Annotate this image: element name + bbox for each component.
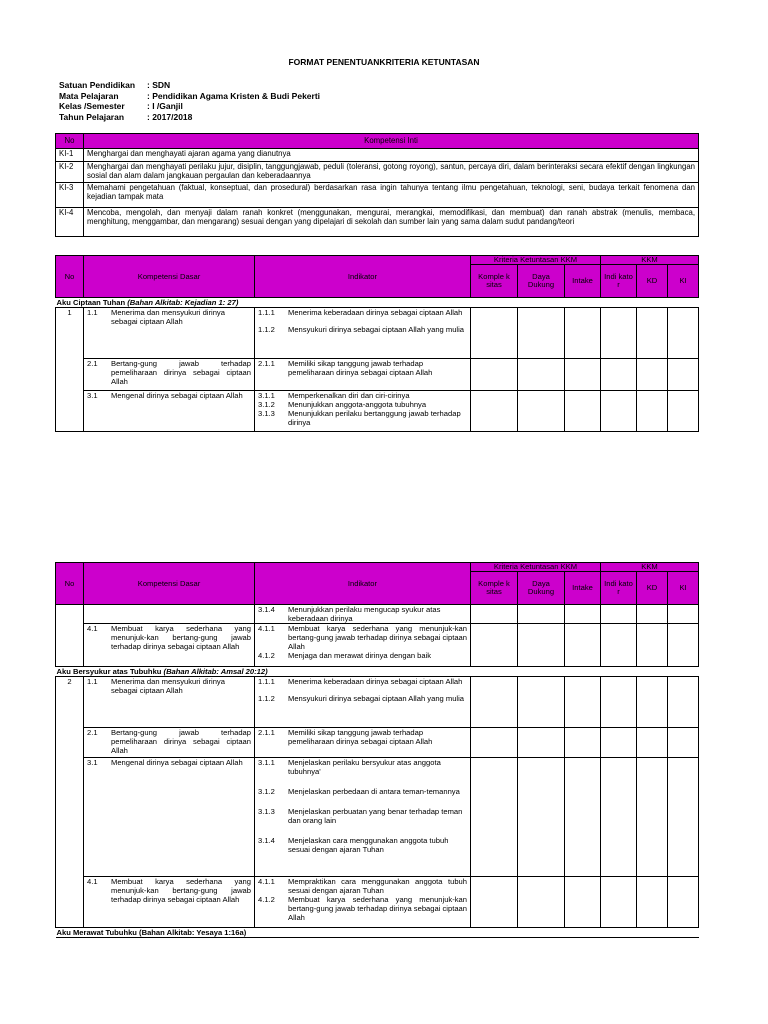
header-kkm: KKM [601,256,699,265]
indikator-number: 2.1.1 [258,728,275,737]
indikator-text: Menjelaskan perilaku bersyukur atas anggota tubuhnya' [288,758,441,776]
indikator-text: Mensyukuri dirinya sebagai ciptaan Allah yang mulia [288,325,465,334]
ki-text: Mencoba, mengolah, dan menyaji dalam ranah konkret (menggunakan, mengurai, merangkai, memodifikasi, dan membuat) dan ranah abstrak (menulis, membaca, menghitung, menggambar, dan mengarang) sesuai dengan yang dipelajari di sekolah dan sumber lain yang sama dalam sudut pandang/teori [84,208,699,237]
table-row [56,183,699,208]
meta-row [59,112,320,123]
indikator-number: 3.1.1 [258,758,275,767]
table-row [56,391,699,432]
header-kompleksitas: Komple k sitas [471,572,518,605]
ki-no: KI-3 [56,183,84,208]
meta-row [59,101,320,112]
kd-number: 1.1 [87,308,98,317]
indikator-text: Menerima keberadaan dirinya sebagai ciptaan Allah [288,677,463,686]
header-indikator-short: Indi kato r [601,572,637,605]
section-label: Aku Ciptaan Tuhan [56,298,128,307]
header-kriteria-ketuntasan: Kriteria Ketuntasan KKM [471,563,601,572]
kd-cell [84,391,255,432]
meta-label: Satuan Pendidikan [59,80,136,90]
indikator-number: 3.1.2 [258,787,275,796]
table-row [56,149,699,162]
section-title [56,667,699,677]
kd-cell [84,677,255,728]
indikator-text: Menjelaskan perbedaan di antara teman-temannya [288,787,460,796]
indikator-text: Menjelaskan perbuatan yang benar terhadap teman dan orang lain [288,807,463,825]
header-indikator: Indikator [255,563,471,605]
kd-text: Menerima dan mensyukuri dirinya sebagai ciptaan Allah [111,677,225,695]
section-row [56,667,699,677]
meta-label: Mata Pelajaran [59,90,119,101]
header-indikator: Indikator [255,256,471,298]
header-daya-dukung: Daya Dukung [518,265,565,298]
indikator-cell [255,605,471,624]
kd-number: 3.1 [87,391,98,400]
kompetensi-dasar-table [55,255,699,432]
indikator-text: Mempraktikan cara menggunakan anggota tubuh sesuai dengan ajaran Tuhan [288,877,467,895]
ki-no: KI-4 [56,208,84,237]
kd-number: 4.1 [87,624,98,633]
indikator-text: Menjaga dan merawat dirinya dengan baik [288,651,432,660]
indikator-text: Memperkenalkan diri dan ciri-cirinya [288,391,410,400]
kd-number: 2.1 [87,359,98,368]
indikator-number: 1.1.2 [258,694,275,703]
kd-text: Bertang-gung jawab terhadap pemeliharaan dirinya sebagai ciptaan Allah [111,359,251,386]
indikator-number: 3.1.1 [258,391,275,400]
kd-cell [84,359,255,391]
kd-cell [84,308,255,359]
meta-value: : Pendidikan Agama Kristen & Budi Pekerti [147,90,321,101]
header-kompetensi-dasar: Kompetensi Dasar [84,256,255,298]
kd-text: Mengenal dirinya sebagai ciptaan Allah [111,391,243,400]
indikator-cell [255,624,471,667]
table-row [56,728,699,758]
table-row [56,208,699,237]
kd-text: Mengenal dirinya sebagai ciptaan Allah [111,758,243,767]
kd-text: Membuat karya sederhana yang menunjuk-kan bertang-gung jawab terhadap dirinya sebagai ciptaan Allah [111,624,251,651]
header-indikator-short: Indi kato r [601,265,637,298]
header-kd: KD [637,265,668,298]
kd-cell [84,758,255,877]
indikator-number: 3.1.4 [258,605,275,614]
indikator-text: Memiliki sikap tanggung jawab terhadap pemeliharaan dirinya sebagai ciptaan Allah [288,359,433,377]
header-kompetensi-dasar: Kompetensi Dasar [84,563,255,605]
kd-cell [84,877,255,928]
kd-number: 1.1 [87,677,98,686]
indikator-number: 1.1.1 [258,308,275,317]
table-row [56,605,699,624]
indikator-number: 3.1.3 [258,409,275,418]
kd-number: 2.1 [87,728,98,737]
indikator-text: Membuat karya sederhana yang menunjuk-kan bertang-gung jawab terhadap dirinya sebagai ciptaan Allah [288,624,468,651]
indikator-number: 4.1.1 [258,877,275,886]
indikator-number: 4.1.2 [258,895,275,904]
header-intake: Intake [565,265,601,298]
section-title [56,298,699,308]
meta-value: : SDN [147,80,171,90]
header-kd: KD [637,572,668,605]
table-row [56,308,699,359]
indikator-text: Membuat karya sederhana yang menunjuk-kan bertang-gung jawab terhadap dirinya sebagai ciptaan Allah [288,895,468,922]
kd-cell [84,728,255,758]
section-label: Aku Bersyukur atas Tubuhku [56,667,164,676]
header-ki: KI [668,265,699,298]
table-row [56,758,699,877]
document-meta [59,80,320,122]
table-row [56,624,699,667]
meta-label: Kelas /Semester [59,101,125,111]
header-no: No [56,563,84,605]
meta-value: : I /Ganjil [147,101,183,111]
indikator-number: 4.1.2 [258,651,275,660]
indikator-text: Menunjukkan perilaku mengucap syukur atas keberadaan dirinya [288,605,441,623]
indikator-cell [255,758,471,877]
meta-label: Tahun Pelajaran [59,111,125,122]
kd-number: 4.1 [87,877,98,886]
kd-text: Bertang-gung jawab terhadap pemeliharaan dirinya sebagai ciptaan Allah [111,728,251,755]
indikator-number: 1.1.2 [258,325,275,334]
indikator-cell [255,877,471,928]
indikator-number: 3.1.4 [258,836,275,845]
ki-no: KI-1 [56,149,84,162]
section-title: Aku Merawat Tubuhku (Bahan Alkitab: Yesaya 1:16a) [56,928,699,938]
ki-header-no: No [56,134,84,149]
indikator-text: Menjelaskan cara menggunakan anggota tubuh sesuai dengan ajaran Tuhan [288,836,449,854]
indikator-number: 2.1.1 [258,359,275,368]
header-ki: KI [668,572,699,605]
ki-text: Memahami pengetahuan (faktual, konseptual, dan prosedural) berdasarkan rasa ingin tahunya tentang ilmu pengetahuan, teknologi, seni, budaya terkait fenomena dan kejadian tampak mata [84,183,699,208]
indikator-text: Menunjukkan perilaku bertanggung jawab terhadap dirinya [288,409,461,427]
indikator-text: Menerima keberadaan dirinya sebagai ciptaan Allah [288,308,463,317]
table-row [56,677,699,728]
indikator-cell [255,728,471,758]
table-row [56,359,699,391]
section-ref: (Bahan Alkitab: Kejadian 1: 27) [127,298,239,307]
meta-value: : 2017/2018 [147,111,193,122]
kd-text: Menerima dan mensyukuri dirinya sebagai ciptaan Allah [111,308,225,326]
ki-header-title: Kompetensi Inti [84,134,699,149]
kd-cell [84,624,255,667]
page-title: FORMAT PENENTUANKRITERIA KETUNTASAN [288,57,480,67]
indikator-cell [255,391,471,432]
header-kompleksitas: Komple k sitas [471,265,518,298]
kompetensi-inti-table [55,133,699,237]
meta-row [59,80,320,91]
row-no: 2 [56,677,84,928]
indikator-number: 1.1.1 [258,677,275,686]
header-no: No [56,256,84,298]
indikator-number: 3.1.2 [258,400,275,409]
section-row [56,928,699,938]
section-ref: (Bahan Alkitab: Amsal 20:12) [163,667,268,676]
table-row [56,162,699,183]
row-no: 1 [56,308,84,432]
indikator-cell [255,308,471,359]
indikator-text: Memiliki sikap tanggung jawab terhadap pemeliharaan dirinya sebagai ciptaan Allah [288,728,433,746]
kd-number: 3.1 [87,758,98,767]
header-intake: Intake [565,572,601,605]
kd-text: Membuat karya sederhana yang menunjuk-kan bertang-gung jawab terhadap dirinya sebagai ciptaan Allah [111,877,251,904]
ki-text: Menghargai dan menghayati ajaran agama yang dianutnya [84,149,699,162]
indikator-number: 4.1.1 [258,624,275,633]
indikator-text: Menunjukkan anggota-anggota tubuhnya [288,400,427,409]
header-kriteria-ketuntasan: Kriteria Ketuntasan KKM [471,256,601,265]
ki-text: Menghargai dan menghayati perilaku jujur, disiplin, tanggungjawab, peduli (toleransi, gotong royong), santun, percaya diri, dalam berinteraksi secara efektif dengan lingkungan sosial dan alam dalam jangkauan pergaulan dan keberadaannya [84,162,699,183]
header-kkm: KKM [601,563,699,572]
meta-row [59,91,320,102]
table-row [56,877,699,928]
indikator-cell [255,677,471,728]
indikator-cell [255,359,471,391]
section-row [56,298,699,308]
indikator-number: 3.1.3 [258,807,275,816]
ki-no: KI-2 [56,162,84,183]
kompetensi-dasar-table-continued [55,562,699,938]
header-daya-dukung: Daya Dukung [518,572,565,605]
indikator-text: Mensyukuri dirinya sebagai ciptaan Allah yang mulia [288,694,465,703]
